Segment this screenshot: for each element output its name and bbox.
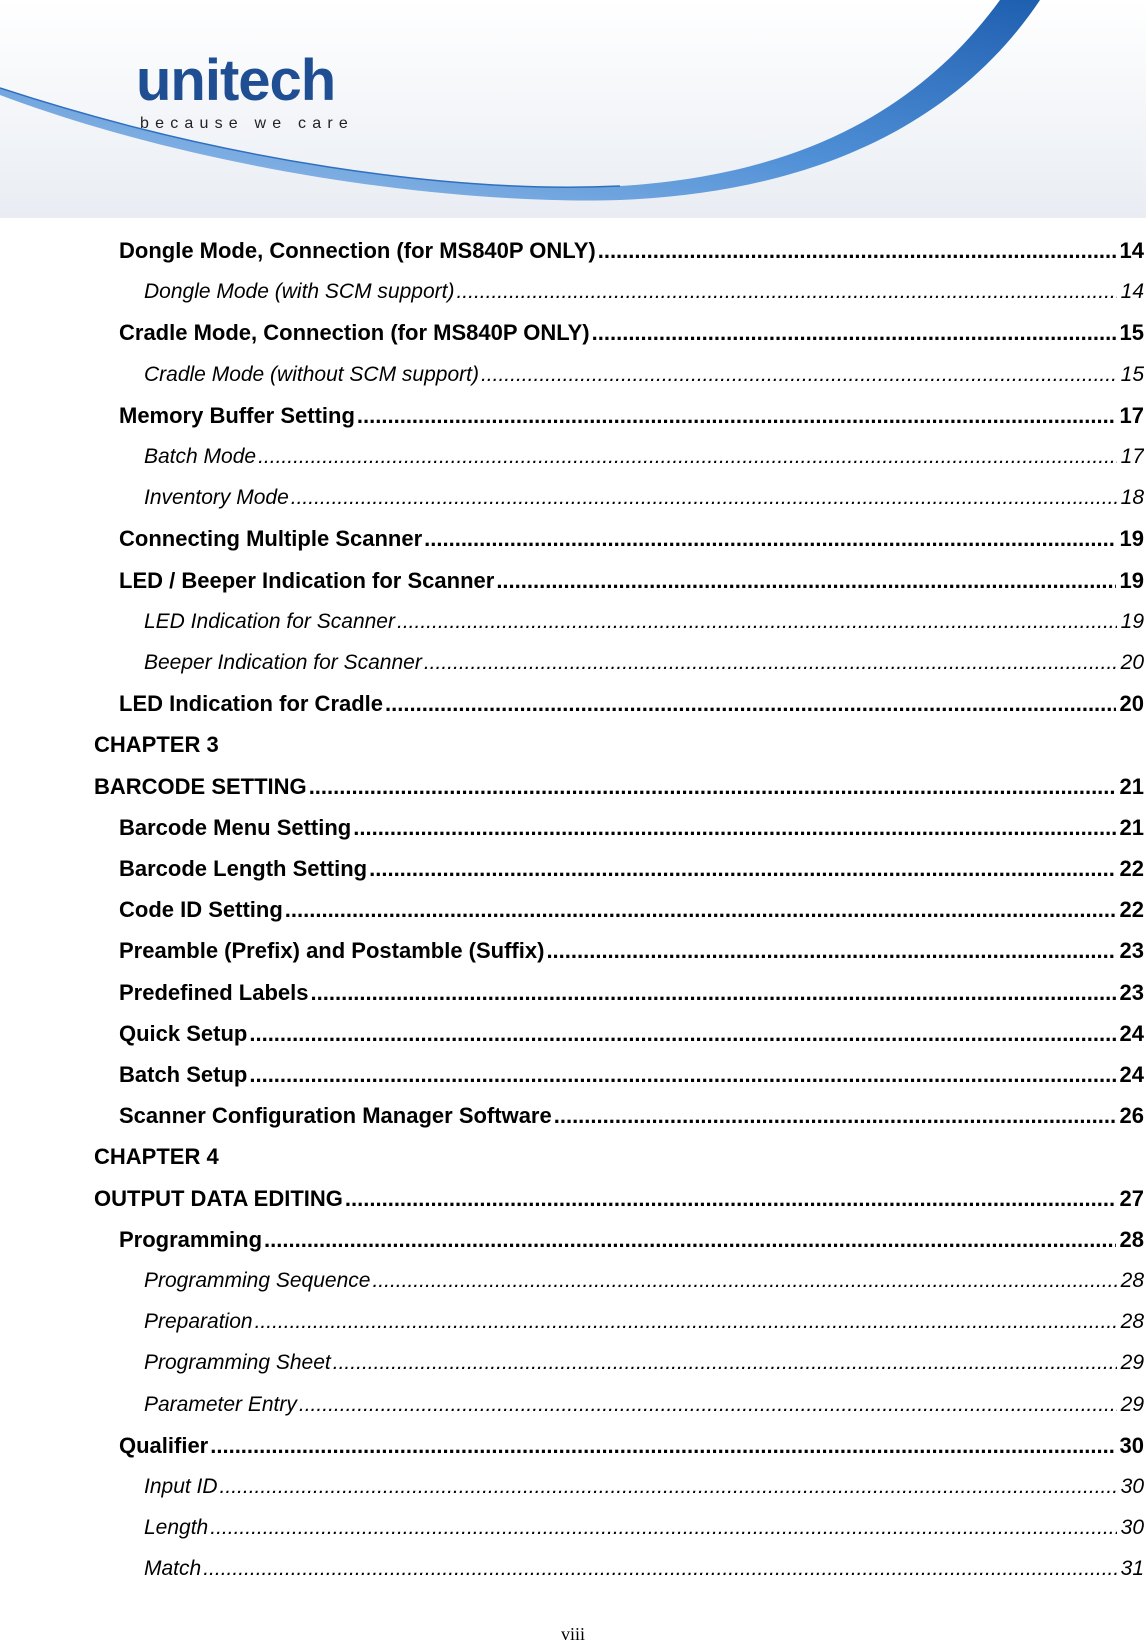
toc-page-number: 19 — [1119, 568, 1144, 593]
toc-page-number: 17 — [1119, 403, 1144, 428]
toc-page-number: 24 — [1119, 1021, 1144, 1046]
toc-entry-title: Predefined Labels — [119, 980, 309, 1005]
unitech-logo: unitech — [136, 48, 336, 113]
toc-page-number: 29 — [1120, 1393, 1144, 1416]
toc-page-number: 14 — [1120, 280, 1144, 303]
toc-entry[interactable] — [144, 648, 1144, 678]
toc-page-number: 14 — [1119, 238, 1144, 263]
toc-entry-title: Dongle Mode (with SCM support) — [144, 280, 455, 303]
toc-page-number: 15 — [1120, 363, 1144, 386]
page-header — [0, 0, 1146, 225]
toc-entry[interactable] — [144, 1348, 1144, 1378]
toc-page-number: 19 — [1119, 526, 1144, 551]
toc-entry-title: Scanner Configuration Manager Software — [119, 1103, 552, 1128]
toc-entry[interactable] — [144, 1472, 1144, 1502]
toc-page-number: 23 — [1119, 938, 1144, 963]
toc-dot-leader — [372, 1266, 1116, 1296]
toc-page-number: 26 — [1119, 1103, 1144, 1128]
toc-page-number: 20 — [1119, 691, 1144, 716]
toc-page-number: 30 — [1119, 1433, 1144, 1458]
toc-entry-title: BARCODE SETTING — [94, 774, 307, 799]
toc-page-number: 30 — [1120, 1516, 1144, 1539]
toc-page-number: 22 — [1119, 856, 1144, 881]
toc-entry[interactable] — [119, 236, 1144, 266]
toc-entry[interactable] — [119, 1060, 1144, 1090]
toc-entry[interactable] — [144, 607, 1144, 637]
toc-dot-leader — [210, 1431, 1115, 1461]
toc-entry[interactable] — [119, 524, 1144, 554]
toc-entry[interactable] — [144, 1513, 1144, 1543]
toc-dot-leader — [554, 1101, 1116, 1131]
toc-dot-leader — [299, 1390, 1117, 1420]
toc-dot-leader — [598, 236, 1116, 266]
toc-entry[interactable] — [144, 1307, 1144, 1337]
toc-dot-leader — [345, 1184, 1116, 1214]
toc-entry-title: Cradle Mode, Connection (for MS840P ONLY) — [119, 320, 590, 345]
toc-entry-title: LED Indication for Scanner — [144, 610, 395, 633]
toc-entry[interactable] — [119, 401, 1144, 431]
toc-entry[interactable] — [119, 566, 1144, 596]
toc-entry-title: Parameter Entry — [144, 1393, 297, 1416]
toc-entry-title: Length — [144, 1516, 209, 1539]
toc-entry[interactable] — [119, 895, 1144, 925]
toc-page-number: 28 — [1119, 1227, 1144, 1252]
toc-entry-title: Cradle Mode (without SCM support) — [144, 363, 479, 386]
toc-dot-leader — [333, 1348, 1117, 1378]
toc-entry-title: Code ID Setting — [119, 897, 283, 922]
toc-page-number: 19 — [1120, 610, 1144, 633]
toc-entry-title: Dongle Mode, Connection (for MS840P ONLY) — [119, 238, 596, 263]
toc-entry-title: Preparation — [144, 1310, 253, 1333]
toc-dot-leader — [255, 1307, 1117, 1337]
toc-dot-leader — [481, 360, 1117, 390]
chapter-heading: CHAPTER 3 — [94, 732, 219, 757]
toc-page-number: 20 — [1120, 651, 1144, 674]
toc-page-number: 29 — [1120, 1351, 1144, 1374]
toc-page-number: 21 — [1119, 774, 1144, 799]
toc-entry-title: Match — [144, 1557, 202, 1580]
toc-entry-title: Programming Sheet — [144, 1351, 331, 1374]
toc-page-number: 15 — [1119, 320, 1144, 345]
toc-entry-title: Batch Mode — [144, 445, 257, 468]
toc-page-number: 24 — [1119, 1062, 1144, 1087]
page-number: viii — [560, 1624, 585, 1644]
toc-entry[interactable] — [119, 813, 1144, 843]
toc-dot-leader — [203, 1554, 1116, 1584]
toc-entry-title: Barcode Menu Setting — [119, 815, 352, 840]
toc-entry-title: Preamble (Prefix) and Postamble (Suffix) — [119, 938, 545, 963]
toc-entry-title: Programming — [119, 1227, 263, 1252]
toc-page-number: 28 — [1120, 1310, 1144, 1333]
toc-dot-leader — [220, 1472, 1117, 1502]
toc-entry[interactable] — [119, 936, 1144, 966]
toc-entry[interactable] — [119, 1431, 1144, 1461]
toc-dot-leader — [357, 401, 1116, 431]
toc-entry-title: LED / Beeper Indication for Scanner — [119, 568, 495, 593]
toc-dot-leader — [285, 895, 1116, 925]
toc-entry[interactable] — [144, 1390, 1144, 1420]
logo-tagline: because we care — [140, 115, 354, 132]
toc-dot-leader — [397, 607, 1117, 637]
toc-page-number: 27 — [1119, 1186, 1144, 1211]
toc-dot-leader — [369, 854, 1115, 884]
toc-dot-leader — [456, 277, 1116, 307]
toc-dot-leader — [353, 813, 1115, 843]
toc-page-number: 31 — [1120, 1557, 1144, 1580]
toc-page-number: 30 — [1120, 1475, 1144, 1498]
toc-entry[interactable] — [119, 689, 1144, 719]
toc-dot-leader — [264, 1225, 1115, 1255]
toc-dot-leader — [496, 566, 1115, 596]
toc-entry[interactable] — [119, 1101, 1144, 1131]
toc-entry[interactable] — [144, 360, 1144, 390]
toc-dot-leader — [311, 978, 1116, 1008]
toc-entry-title: Connecting Multiple Scanner — [119, 526, 423, 551]
toc-page-number: 21 — [1119, 815, 1144, 840]
toc-entry[interactable] — [119, 1225, 1144, 1255]
toc-page-number: 23 — [1119, 980, 1144, 1005]
toc-dot-leader — [424, 524, 1115, 554]
toc-dot-leader — [291, 483, 1117, 513]
toc-dot-leader — [592, 318, 1116, 348]
toc-dot-leader — [258, 442, 1117, 472]
toc-page-number: 28 — [1120, 1269, 1144, 1292]
toc-entry-title: Batch Setup — [119, 1062, 248, 1087]
toc-dot-leader — [210, 1513, 1116, 1543]
toc-entry[interactable] — [144, 442, 1144, 472]
toc-entry[interactable] — [119, 854, 1144, 884]
toc-entry-title: Input ID — [144, 1475, 218, 1498]
toc-dot-leader — [546, 936, 1115, 966]
toc-entry[interactable] — [144, 1266, 1144, 1296]
toc-entry[interactable] — [144, 1554, 1144, 1584]
toc-dot-leader — [249, 1060, 1115, 1090]
toc-entry-title: Quick Setup — [119, 1021, 248, 1046]
toc-page-number: 18 — [1120, 486, 1144, 509]
toc-entry-title: Barcode Length Setting — [119, 856, 368, 881]
toc-entry[interactable] — [144, 277, 1144, 307]
toc-dot-leader — [385, 689, 1115, 719]
toc-page-number: 17 — [1120, 445, 1144, 468]
toc-entry-title: Programming Sequence — [144, 1269, 371, 1292]
toc-entry-title: Qualifier — [119, 1433, 209, 1458]
toc-entry[interactable] — [94, 772, 1144, 802]
toc-entry[interactable] — [119, 318, 1144, 348]
toc-entry-title: Beeper Indication for Scanner — [144, 651, 422, 674]
toc-dot-leader — [424, 648, 1117, 678]
toc-entry[interactable] — [119, 978, 1144, 1008]
toc-dot-leader — [249, 1019, 1115, 1049]
toc-entry[interactable] — [119, 1019, 1144, 1049]
toc-entry[interactable] — [94, 1184, 1144, 1214]
toc-entry-title: Inventory Mode — [144, 486, 289, 509]
chapter-heading: CHAPTER 4 — [94, 1144, 219, 1169]
toc-entry-title: LED Indication for Cradle — [119, 691, 384, 716]
toc-entry-title: OUTPUT DATA EDITING — [94, 1186, 343, 1211]
toc-page-number: 22 — [1119, 897, 1144, 922]
toc-dot-leader — [309, 772, 1116, 802]
toc-entry[interactable] — [144, 483, 1144, 513]
toc-entry-title: Memory Buffer Setting — [119, 403, 355, 428]
